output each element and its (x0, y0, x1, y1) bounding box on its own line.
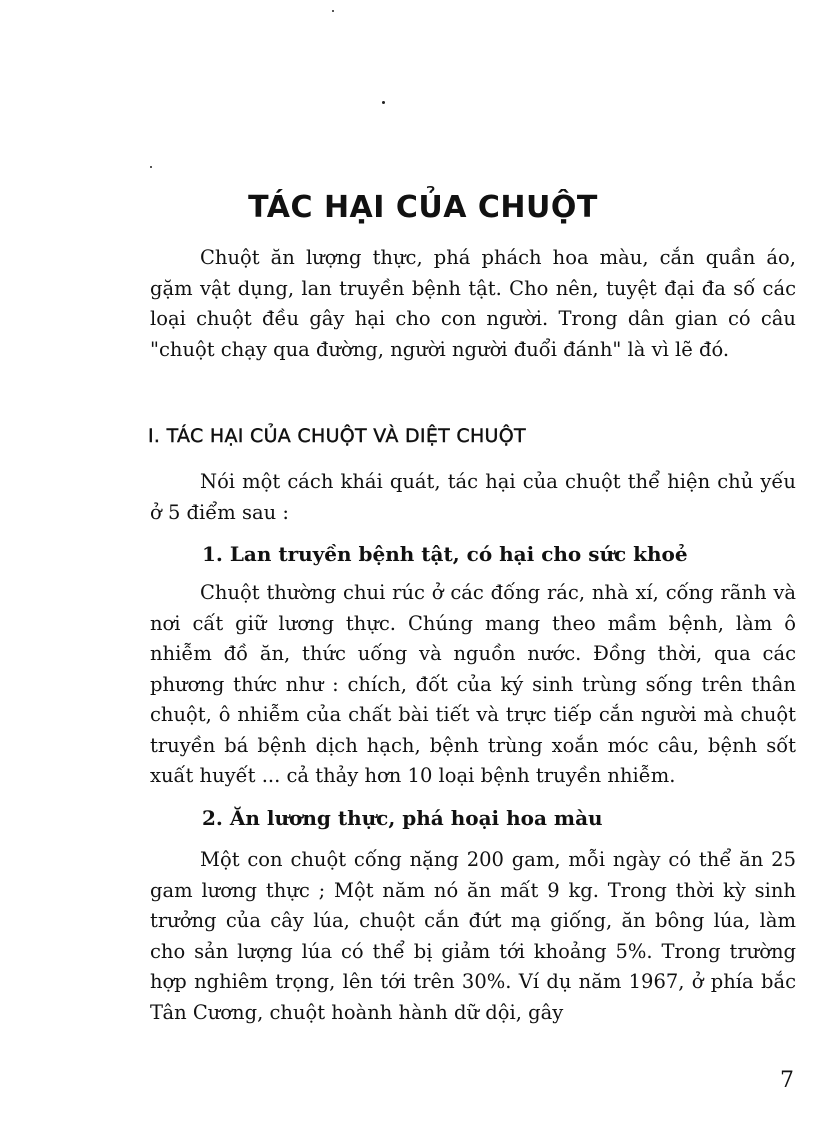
subsection-heading-1: 1. Lan truyền bệnh tật, có hại cho sức khoẻ (202, 542, 688, 566)
subsection-2-text: Một con chuột cống nặng 200 gam, mỗi ngày có thể ăn 25 gam lương thực ; Một năm nó ăn mất 9 kg. Trong thời kỳ sinh trưởng của cây lúa, chuột cắn đứt mạ giống, ăn bông lúa, làm cho sản lượng lúa có thể bị giảm tới khoảng 5%. Trong trường hợp nghiêm trọng, lên tới trên 30%. Ví dụ năm 1967, ở phía bắc Tân Cương, chuột hoành hành dữ dội, gây (150, 848, 796, 1024)
intro-text: Chuột ăn lượng thực, phá phách hoa màu, cắn quần áo, gặm vật dụng, lan truyền bệnh tật. Cho nên, tuyệt đại đa số các loại chuột đều gây hại cho con người. Trong dân gian có câu "chuột chạy qua đường, người người đuổi đánh" là vì lẽ đó. (150, 246, 796, 361)
subsection-1-paragraph (150, 578, 796, 792)
scan-speck (382, 101, 385, 104)
scan-speck (150, 166, 152, 168)
scan-speck (332, 10, 334, 12)
intro-paragraph (150, 243, 796, 365)
section-lead-text: Nói một cách khái quát, tác hại của chuột thể hiện chủ yếu ở 5 điểm sau : (150, 470, 796, 524)
section-heading: I. TÁC HẠI CỦA CHUỘT VÀ DIỆT CHUỘT (148, 425, 526, 447)
section-lead-paragraph (150, 467, 796, 528)
page-number: 7 (780, 1068, 794, 1093)
subsection-2-paragraph (150, 845, 796, 1028)
page-title: TÁC HẠI CỦA CHUỘT (248, 190, 598, 226)
subsection-1-text: Chuột thường chui rúc ở các đống rác, nhà xí, cống rãnh và nơi cất giữ lương thực. Chúng mang theo mầm bệnh, làm ô nhiễm đồ ăn, thức uống và nguồn nước. Đồng thời, qua các phương thức như : chích, đốt của ký sinh trùng sống trên thân chuột, ô nhiễm của chất bài tiết và trực tiếp cắn người mà chuột truyền bá bệnh dịch hạch, bệnh trùng xoắn móc câu, bệnh sốt xuất huyết ... cả thảy hơn 10 loại bệnh truyền nhiễm. (150, 581, 796, 787)
subsection-heading-2: 2. Ăn lương thực, phá hoại hoa màu (202, 806, 603, 830)
